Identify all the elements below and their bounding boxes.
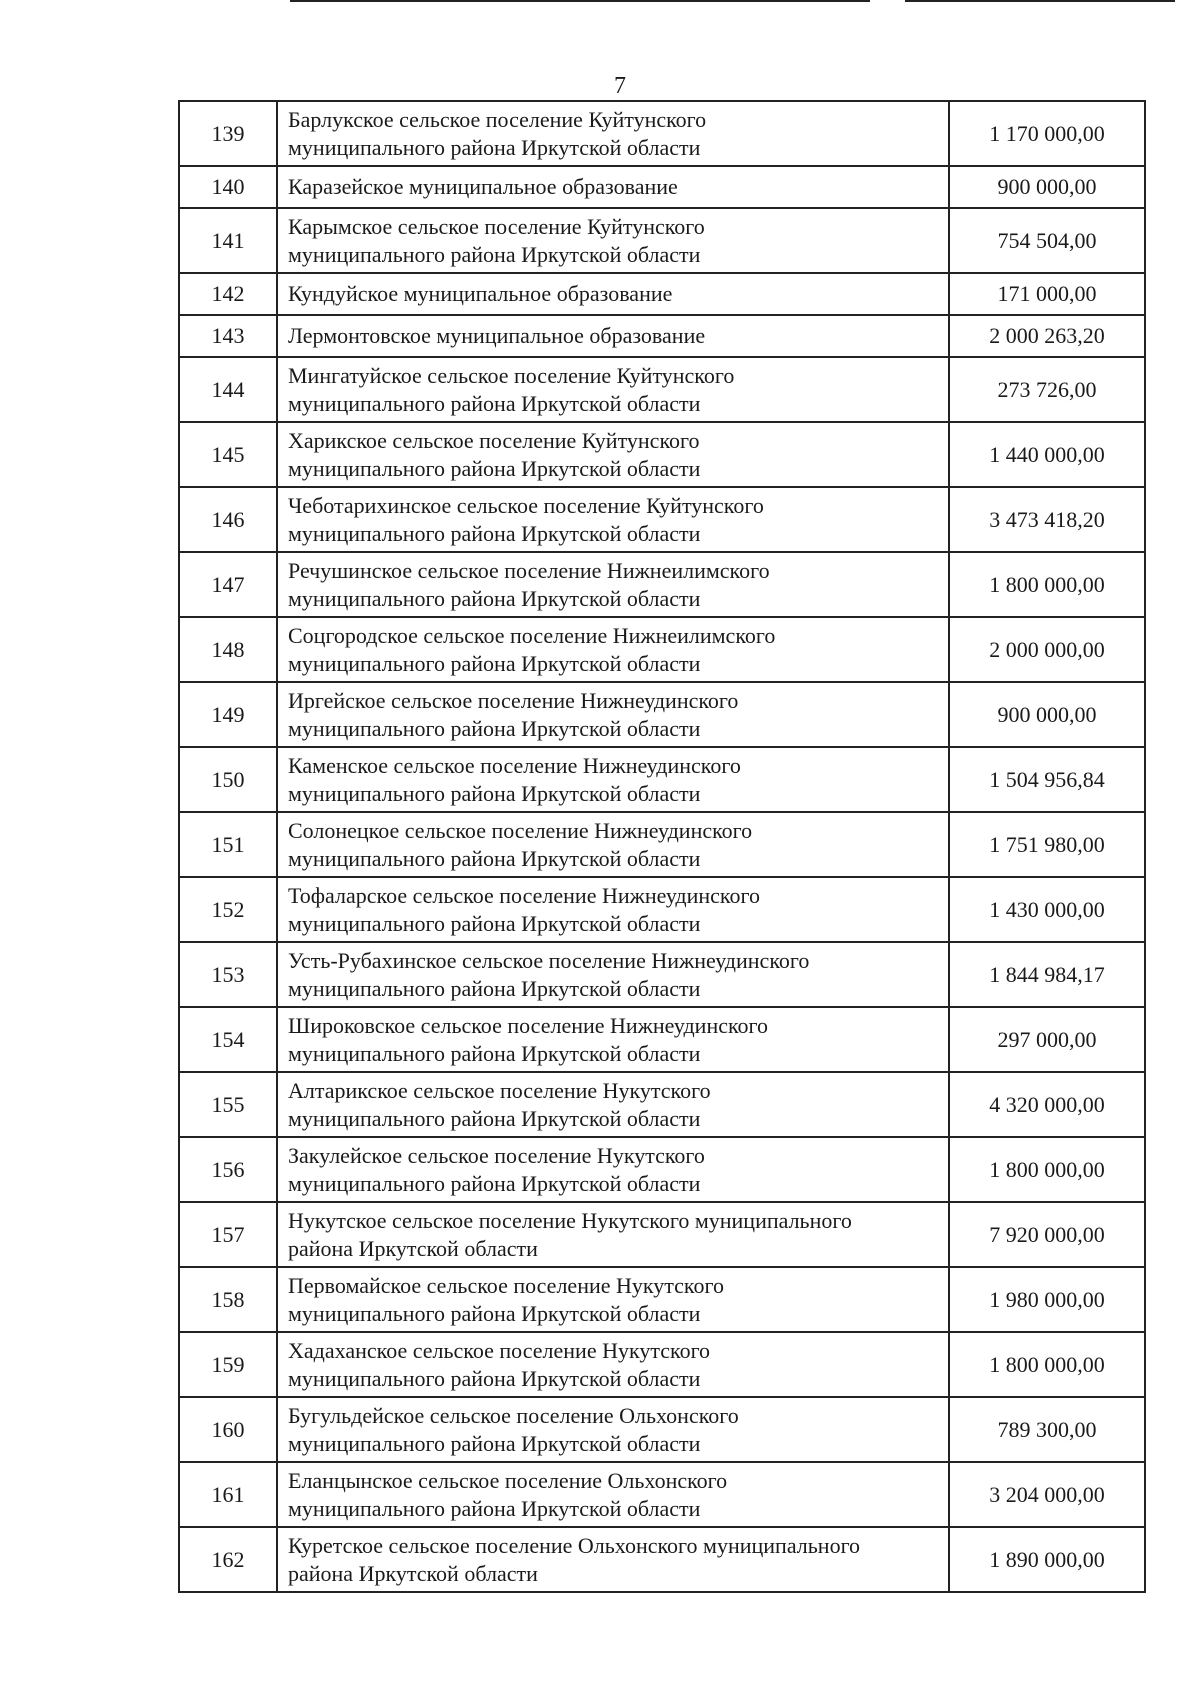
municipality-name [277,877,949,942]
municipality-name-line1: Бугульдейское сельское поселение Ольхонского [288,1402,739,1428]
municipality-name [277,552,949,617]
row-number: 139 [179,101,277,166]
amount-value: 1 440 000,00 [949,422,1145,487]
amount-value: 1 800 000,00 [949,1137,1145,1202]
municipality-name [277,1007,949,1072]
municipality-name-line2: муниципального района Иркутской области [288,650,701,676]
row-number: 146 [179,487,277,552]
table-row [179,747,1145,812]
table-row [179,617,1145,682]
row-number: 142 [179,273,277,315]
municipality-name [277,1267,949,1332]
row-number: 150 [179,747,277,812]
row-number: 152 [179,877,277,942]
municipality-name-line2: муниципального района Иркутской области [288,1300,701,1326]
row-number: 159 [179,1332,277,1397]
municipality-name-line1: Кундуйское муниципальное образование [288,281,673,306]
row-number: 141 [179,208,277,273]
municipality-name-line1: Чеботарихинское сельское поселение Куйтунского [288,492,764,518]
municipality-name-line2: муниципального района Иркутской области [288,1365,701,1391]
row-number: 160 [179,1397,277,1462]
municipality-name-line1: Еланцынское сельское поселение Ольхонского [288,1467,728,1493]
municipality-name-line2: муниципального района Иркутской области [288,1495,701,1521]
municipality-name-line1: Барлукское сельское поселение Куйтунского [288,106,707,132]
municipality-name-line2: муниципального района Иркутской области [288,1105,701,1131]
table-row [179,315,1145,357]
row-number: 148 [179,617,277,682]
amount-value: 1 980 000,00 [949,1267,1145,1332]
row-number: 153 [179,942,277,1007]
amount-value: 2 000 263,20 [949,315,1145,357]
municipality-name [277,422,949,487]
municipality-name [277,1462,949,1527]
table-row [179,877,1145,942]
table-row [179,487,1145,552]
row-number: 140 [179,166,277,208]
row-number: 144 [179,357,277,422]
amount-value: 4 320 000,00 [949,1072,1145,1137]
municipality-name-line2: муниципального района Иркутской области [288,134,701,160]
municipality-name [277,747,949,812]
row-number: 161 [179,1462,277,1527]
table-row [179,1527,1145,1592]
municipality-name-line1: Соцгородское сельское поселение Нижнеилимского [288,622,776,648]
municipality-name-line1: Тофаларское сельское поселение Нижнеудинского [288,882,760,908]
row-number: 154 [179,1007,277,1072]
municipality-name [277,1137,949,1202]
municipality-name-line1: Широковское сельское поселение Нижнеудинского [288,1012,769,1038]
allocation-table [178,100,1146,1593]
amount-value: 1 800 000,00 [949,552,1145,617]
municipality-name [277,1202,949,1267]
municipality-name-line1: Лермонтовское муниципальное образование [288,323,706,348]
table-row [179,208,1145,273]
table-row [179,1007,1145,1072]
municipality-name-line2: района Иркутской области [288,1560,538,1586]
municipality-name [277,1397,949,1462]
municipality-name-line2: муниципального района Иркутской области [288,1430,701,1456]
table-row [179,942,1145,1007]
row-number: 147 [179,552,277,617]
municipality-name-line1: Мингатуйское сельское поселение Куйтунского [288,362,735,388]
table-row [179,166,1145,208]
municipality-name-line2: муниципального района Иркутской области [288,975,701,1001]
table-row [179,1462,1145,1527]
municipality-name-line1: Каразейское муниципальное образование [288,174,678,199]
row-number: 157 [179,1202,277,1267]
municipality-name [277,315,949,357]
table-row [179,1332,1145,1397]
municipality-name-line2: муниципального района Иркутской области [288,780,701,806]
amount-value: 3 473 418,20 [949,487,1145,552]
municipality-name [277,166,949,208]
amount-value: 297 000,00 [949,1007,1145,1072]
municipality-name [277,357,949,422]
table-row [179,1137,1145,1202]
municipality-name-line2: района Иркутской области [288,1235,538,1261]
municipality-name-line2: муниципального района Иркутской области [288,715,701,741]
municipality-name [277,208,949,273]
municipality-name-line2: муниципального района Иркутской области [288,520,701,546]
municipality-name-line1: Иргейское сельское поселение Нижнеудинского [288,687,739,713]
municipality-name-line1: Хадаханское сельское поселение Нукутского [288,1337,711,1363]
municipality-name-line1: Карымское сельское поселение Куйтунского [288,213,705,239]
row-number: 155 [179,1072,277,1137]
amount-value: 900 000,00 [949,682,1145,747]
amount-value: 1 504 956,84 [949,747,1145,812]
table-row [179,1202,1145,1267]
table-row [179,1397,1145,1462]
municipality-name-line2: муниципального района Иркутской области [288,241,701,267]
amount-value: 7 920 000,00 [949,1202,1145,1267]
municipality-name-line1: Закулейское сельское поселение Нукутского [288,1142,705,1168]
amount-value: 1 800 000,00 [949,1332,1145,1397]
municipality-name [277,101,949,166]
municipality-name [277,273,949,315]
table-body [179,101,1145,1592]
municipality-name-line2: муниципального района Иркутской области [288,390,701,416]
municipality-name-line2: муниципального района Иркутской области [288,845,701,871]
municipality-name-line1: Первомайское сельское поселение Нукутского [288,1272,724,1298]
amount-value: 1 170 000,00 [949,101,1145,166]
municipality-name-line1: Куретское сельское поселение Ольхонского муниципального [288,1532,861,1558]
municipality-name [277,812,949,877]
row-number: 156 [179,1137,277,1202]
row-number: 149 [179,682,277,747]
municipality-name [277,942,949,1007]
municipality-name-line2: муниципального района Иркутской области [288,455,701,481]
municipality-name-line1: Харикское сельское поселение Куйтунского [288,427,700,453]
amount-value: 3 204 000,00 [949,1462,1145,1527]
municipality-name-line2: муниципального района Иркутской области [288,1040,701,1066]
amount-value: 171 000,00 [949,273,1145,315]
amount-value: 754 504,00 [949,208,1145,273]
municipality-name [277,1332,949,1397]
table-row [179,1267,1145,1332]
municipality-name-line1: Алтарикское сельское поселение Нукутского [288,1077,711,1103]
table-row [179,682,1145,747]
page-number: 7 [614,73,626,99]
amount-value: 1 844 984,17 [949,942,1145,1007]
municipality-name-line2: муниципального района Иркутской области [288,585,701,611]
municipality-name [277,487,949,552]
table-row [179,273,1145,315]
municipality-name [277,1527,949,1592]
municipality-name [277,617,949,682]
amount-value: 789 300,00 [949,1397,1145,1462]
amount-value: 900 000,00 [949,166,1145,208]
municipality-name-line1: Речушинское сельское поселение Нижнеилимского [288,557,770,583]
amount-value: 1 751 980,00 [949,812,1145,877]
municipality-name [277,682,949,747]
table-row [179,357,1145,422]
amount-value: 1 890 000,00 [949,1527,1145,1592]
amount-value: 1 430 000,00 [949,877,1145,942]
table-row [179,422,1145,487]
table-row [179,552,1145,617]
municipality-name-line1: Нукутское сельское поселение Нукутского муниципального [288,1207,852,1233]
municipality-name [277,1072,949,1137]
amount-value: 2 000 000,00 [949,617,1145,682]
municipality-name-line1: Усть-Рубахинское сельское поселение Нижнеудинского [288,947,810,973]
top-rule-left [290,0,870,2]
municipality-name-line2: муниципального района Иркутской области [288,910,701,936]
row-number: 151 [179,812,277,877]
row-number: 145 [179,422,277,487]
top-rule-right [905,0,1175,2]
row-number: 143 [179,315,277,357]
municipality-name-line2: муниципального района Иркутской области [288,1170,701,1196]
row-number: 162 [179,1527,277,1592]
municipality-name-line1: Солонецкое сельское поселение Нижнеудинского [288,817,753,843]
table-row [179,812,1145,877]
table-row [179,1072,1145,1137]
row-number: 158 [179,1267,277,1332]
municipality-name-line1: Каменское сельское поселение Нижнеудинского [288,752,741,778]
table-row [179,101,1145,166]
amount-value: 273 726,00 [949,357,1145,422]
